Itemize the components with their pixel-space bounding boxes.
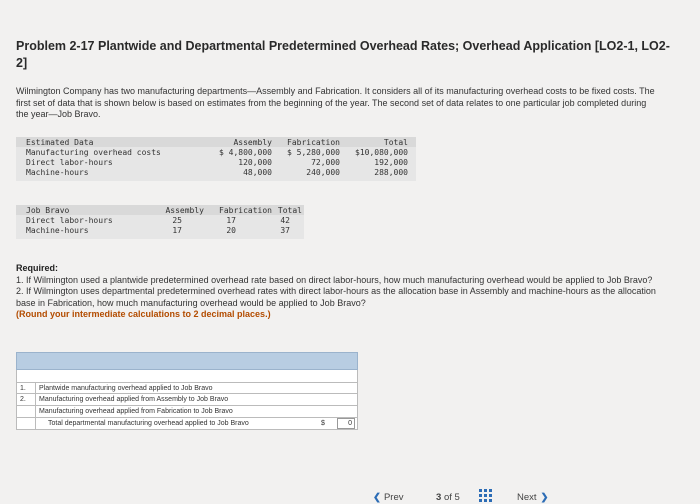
job-bravo-table — [16, 205, 304, 239]
cell-total: 42 — [280, 216, 290, 225]
cell-fabrication: 20 — [226, 226, 236, 235]
answer-table-spacer — [16, 370, 358, 382]
col-header-assembly: Assembly — [233, 138, 272, 147]
table-header-label: Estimated Data — [26, 138, 94, 147]
chevron-left-icon: ❮ — [373, 492, 381, 503]
required-section — [16, 263, 666, 321]
table-header-label: Job Bravo — [26, 206, 70, 215]
cell-fabrication: 72,000 — [311, 158, 340, 167]
row-label: Manufacturing overhead costs — [26, 148, 161, 157]
dollar-sign: $ — [321, 420, 325, 427]
prev-label: Prev — [383, 492, 404, 503]
cell-total: 192,000 — [374, 158, 408, 167]
chevron-right-icon: ❯ — [540, 492, 549, 503]
row-label: Total departmental manufacturing overhead applied to Job Bravo — [35, 418, 249, 429]
answer-row — [16, 406, 358, 418]
cell-assembly: $ 4,800,000 — [219, 148, 272, 157]
answer-row — [16, 394, 358, 406]
total-overhead-value[interactable]: 0 — [337, 418, 355, 429]
row-label: Machine-hours — [26, 168, 89, 177]
question-1: 1. If Wilmington used a plantwide predetermined overhead rate based on direct labor-hours, how much manufacturing overhead would be applied to Job Bravo? — [16, 274, 653, 285]
row-label: Manufacturing overhead applied from Fabrication to Job Bravo — [35, 406, 233, 417]
answer-table-header — [16, 352, 358, 370]
cell-total: $10,080,000 — [355, 148, 408, 157]
page-current: 3 — [436, 492, 442, 503]
required-heading: Required: — [16, 263, 59, 273]
page-indicator — [436, 492, 460, 503]
rounding-note: (Round your intermediate calculations to 2 decimal places.) — [16, 309, 271, 319]
row-label: Manufacturing overhead applied from Assembly to Job Bravo — [35, 394, 228, 405]
next-button[interactable] — [517, 492, 549, 503]
cell-assembly: 120,000 — [238, 158, 272, 167]
answer-table — [16, 352, 358, 432]
col-header-fabrication: Fabrication — [287, 138, 340, 147]
row-number: 1. — [20, 385, 26, 392]
cell-fabrication: 17 — [226, 216, 236, 225]
cell-fabrication: 240,000 — [306, 168, 340, 177]
cell-total: 288,000 — [374, 168, 408, 177]
cell-assembly: 17 — [172, 226, 182, 235]
answer-row — [16, 382, 358, 394]
col-header-total: Total — [383, 138, 408, 147]
row-label: Direct labor-hours — [26, 216, 113, 225]
cell-assembly: 48,000 — [243, 168, 272, 177]
col-header-total: Total — [277, 206, 302, 215]
row-label: Plantwide manufacturing overhead applied to Job Bravo — [35, 383, 213, 394]
prev-button[interactable] — [373, 492, 404, 503]
col-header-fabrication: Fabrication — [219, 206, 272, 215]
pagination-bar — [0, 478, 700, 504]
row-label: Direct labor-hours — [26, 158, 113, 167]
estimated-data-table — [16, 137, 416, 181]
problem-intro: Wilmington Company has two manufacturing departments—Assembly and Fabrication. It considers all of its manufacturing overhead costs to be fixed costs. The first set of data that is shown below is based on estimates from the beginning of the year. The second set of data relates to one particular job completed during the year—Job Bravo. — [16, 86, 655, 119]
cell-fabrication: $ 5,280,000 — [287, 148, 340, 157]
col-header-assembly: Assembly — [165, 206, 204, 215]
grid-icon[interactable] — [479, 489, 493, 503]
answer-row-total — [16, 418, 358, 430]
next-label: Next — [517, 492, 537, 503]
problem-title: Problem 2-17 Plantwide and Departmental Predetermined Overhead Rates; Overhead Application [LO2-1, LO2-2] — [16, 39, 670, 70]
cell-total: 37 — [280, 226, 290, 235]
question-2: 2. If Wilmington uses departmental predetermined overhead rates with direct labor-hours as the allocation base in Assembly and machine-hours as the allocation base in Fabrication, how much manufacturing overhead would be applied to Job Bravo? — [16, 286, 656, 308]
row-number: 2. — [20, 396, 26, 403]
row-label: Machine-hours — [26, 226, 89, 235]
cell-assembly: 25 — [172, 216, 182, 225]
page-of: of 5 — [443, 492, 460, 503]
